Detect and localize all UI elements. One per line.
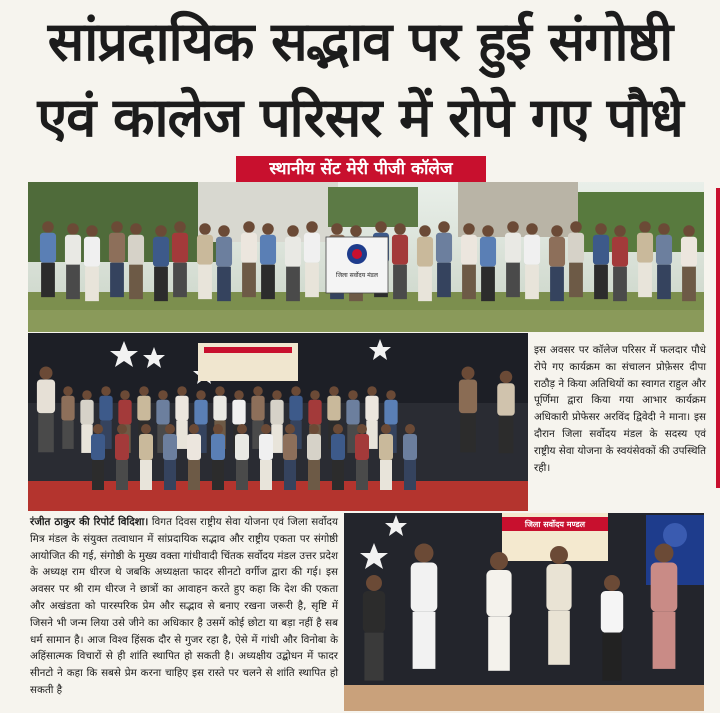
- svg-text:जिला सर्वोदय मंडल: जिला सर्वोदय मंडल: [336, 272, 378, 279]
- headline-line-1: सांप्रदायिक सद्भाव पर हुई संगोष्ठी: [47, 10, 673, 73]
- article-column-left: [30, 514, 338, 699]
- college-banner: स्थानीय सेंट मेरी पीजी कॉलेज: [236, 156, 486, 182]
- group-photo-indoor: [28, 333, 528, 511]
- article-column-right: इस अवसर पर कॉलेज परिसर में फलदार पौधे रोपे गए कार्यक्रम का संचालन प्रोफ़ेसर दीपा राठौड़ ने किया अतिथियों का स्वागत राहुल और पूर्णिमा द्वारा किया गया आभार कार्यक्रम अधिकारी प्रोफेसर अरविंद द्विवेदी ने माना। इस दौरान जिला सर्वोदय मंडल के सदस्य एवं राष्ट्रीय सेवा योजना के स्वयंसेवकों की उपस्थिति रही।: [534, 344, 706, 474]
- group-photo-outdoor: [28, 182, 704, 332]
- svg-text:जिला सर्वोदय मण्डल: जिला सर्वोदय मण्डल: [524, 520, 586, 529]
- headline-line-2: एवं कालेज परिसर में रोपे गए पौधे: [37, 86, 683, 149]
- group-photo-banner: [326, 237, 388, 293]
- stage-photo: [344, 513, 704, 711]
- page-edge-bar: [716, 188, 720, 488]
- article-body: विगत दिवस राष्ट्रीय सेवा योजना एवं जिला सर्वोदय मित्र मंडल के संयुक्त तत्वाधान में सांप्रदायिक सद्भाव और राष्ट्रीय एकता पर संगोष्ठी आयोजित की गई, संगोष्ठी के मुख्य वक्ता गांधीवादी चिंतक सर्वोदय मंडल उत्तर प्रदेश के अध्यक्ष राम धीरज थे जबकि अध्यक्षता फादर सीनटो वर्गीज द्वारा की गई। इस अवसर पर श्री राम धीरज ने छात्रों का आवाहन करते हुए कहा कि देश की एकता और अखंडता को पारस्परिक प्रेम और सद्भाव से बनाए रखना जरूरी है, सृष्टि में जिसने भी जन्म लिया उसे जीने का अधिकार है उसमें कोई छोटा या बड़ा नहीं है सब धर्म सामान है। आज विश्व हिंसक दौर से गुजर रहा है, ऐसे में गांधी और विनोबा के अहिंसात्मक विचारों से ही शांति स्थापित हो सकती है। अध्यक्षीय उद्बोधन में फादर सीनटो ने कहा कि सबसे प्रेम करना चाहिए इस रास्ते पर चलने से शांति स्थापित हो सकती है: [30, 516, 338, 696]
- byline: रंजीत ठाकुर की रिपोर्ट विदिशा।: [30, 516, 149, 528]
